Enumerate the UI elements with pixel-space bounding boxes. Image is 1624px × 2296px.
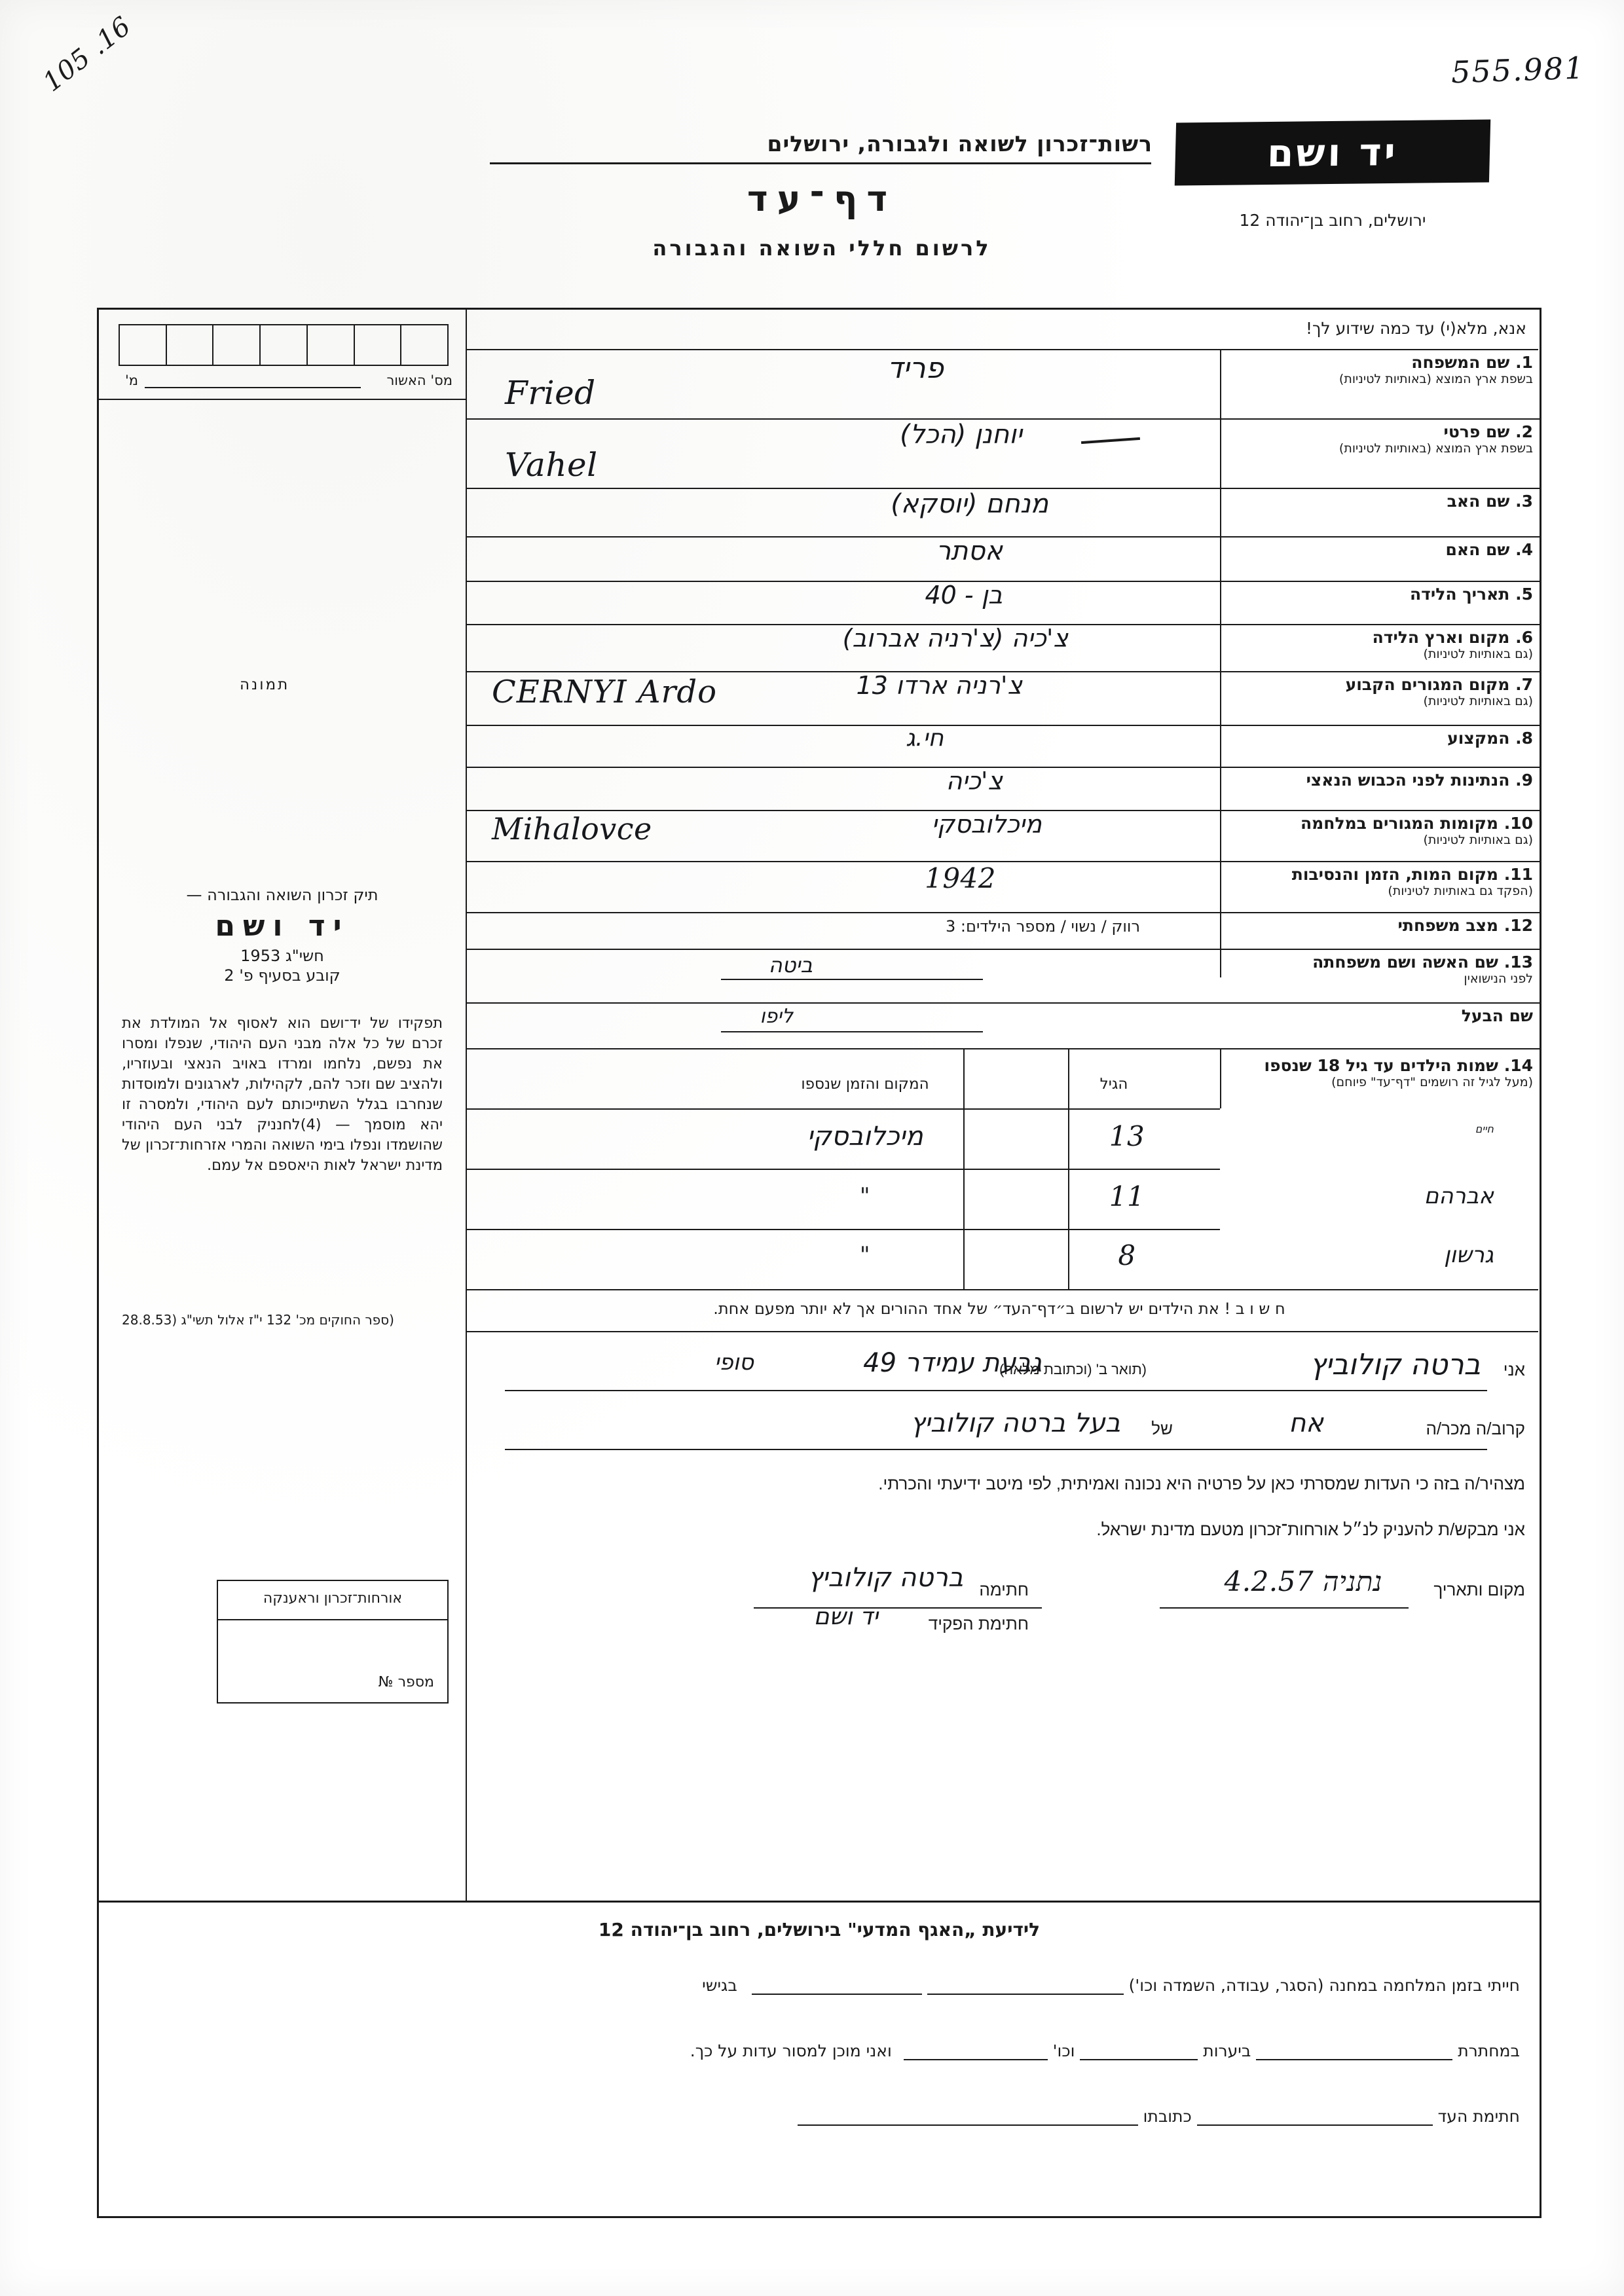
field-number-4: 4. [1515, 540, 1533, 559]
field-value-10[interactable] [479, 810, 1219, 861]
declaration-top-divider [466, 1331, 1538, 1332]
field-label-13 [1225, 953, 1533, 986]
field-value-12-text: רווק / נשוי / מספר הילדים: 3 [946, 917, 1140, 936]
witness-address-input[interactable] [798, 2105, 1138, 2126]
child-name-1: חיים [1475, 1123, 1494, 1135]
witness-signature-label: חתימת העד [1437, 2107, 1520, 2126]
margin-annotation: סופי [714, 1349, 754, 1376]
field-title-husband: שם הבעל [1461, 1006, 1533, 1025]
field-row-6 [466, 624, 1540, 672]
field-value-8[interactable] [479, 725, 1219, 767]
field-row-4 [466, 536, 1540, 582]
field-sub-7: (גם באותיות לטיניות) [1423, 694, 1533, 708]
declaration-line-1 [466, 1344, 1540, 1407]
war-camp-label: חייתי בזמן המלחמה במחנה (הסגר, עבודה, השמדה וכו') [1128, 1976, 1520, 1995]
relation-label: קרוב/ה מכר/ה [1426, 1419, 1525, 1438]
field-number-7: 7. [1515, 675, 1533, 694]
field-row-7 [466, 671, 1540, 726]
field-value-5-hebrew: בן - 40 [925, 581, 1003, 610]
children-label-divider [1220, 1048, 1221, 1108]
field-row-12 [466, 912, 1540, 950]
corner-annotation: 105 .16 [37, 10, 137, 98]
field-number-6: 6. [1515, 628, 1533, 647]
field-row-13 [466, 949, 1540, 1004]
forests-label: ביערות [1203, 2041, 1251, 2060]
declaration-i-label: אני [1503, 1360, 1525, 1379]
underground-row [690, 2039, 1520, 2060]
field-number-11: 11. [1504, 865, 1533, 884]
declaration-line-4 [466, 1513, 1540, 1565]
field-value-10-latin: Mihalovce [492, 811, 652, 847]
field-title-9: הנתינות לפני הכבוש הנאצי [1306, 771, 1510, 790]
forests-input[interactable] [1080, 2039, 1198, 2060]
war-camp-input-2[interactable] [752, 1974, 922, 1995]
field-value-10-hebrew: מיכלובסקי [931, 810, 1042, 839]
field-value-6[interactable] [479, 624, 1219, 671]
bottom-section-title: לידיעת „האגף המדעי" בירושלים, רחוב בן־יהודה 12 [598, 1919, 1041, 1941]
children-col-age-header: הגיל [1099, 1076, 1128, 1093]
file-number-label: מס' האשור [386, 373, 452, 388]
field-value-13[interactable] [479, 949, 1219, 1002]
field-number-5: 5. [1515, 585, 1533, 604]
declaration-rule-1 [505, 1390, 1487, 1391]
left-divider-1 [99, 399, 466, 400]
field-value-6-hebrew: צ'כיה (צ'רניה אברוב) [842, 624, 1068, 653]
field-label-2 [1225, 422, 1533, 456]
field-number-10: 10. [1504, 814, 1533, 833]
law-reference: (ספר החוקים מכ' 132 י"ז אלול תשי"ג (28.8.53 [122, 1312, 394, 1328]
declaration-line-2 [466, 1407, 1540, 1467]
child-name-2: אברהם [1424, 1183, 1494, 1209]
certificate-number-label: מספר № [378, 1674, 434, 1690]
field-value-8-hebrew: חי.ג [906, 725, 944, 752]
field-title-3: שם האב [1447, 492, 1510, 511]
children-table-top [466, 1048, 1538, 1049]
war-camp-input-1[interactable] [927, 1974, 1124, 1995]
place-date-label: מקום ותאריך [1433, 1580, 1525, 1599]
field-value-13-hebrew: ביטה [768, 953, 813, 977]
field-value-11[interactable] [479, 861, 1219, 912]
field-number-12: 12. [1504, 916, 1533, 935]
clerk-signature-value: יד ושם [813, 1603, 878, 1630]
relation-of-label: של [1151, 1419, 1173, 1438]
field-title-1: שם המשפחה [1411, 353, 1510, 372]
field-label-9 [1225, 771, 1533, 790]
underground-input-1[interactable] [1256, 2039, 1452, 2060]
field-title-10: מקומות המגורים במלחמה [1301, 814, 1498, 833]
willing-to-testify-label: ואני מוכן למסור עדות על כך. [690, 2041, 892, 2060]
field-label-8 [1225, 729, 1533, 748]
field-sub-10: (גם באותיות לטיניות) [1423, 833, 1533, 847]
etc-label: וכו' [1052, 2041, 1075, 2060]
field-value-7-latin: CERNYI Ardo [492, 674, 718, 710]
field-sub-2: בשפת ארץ המוצא (באותיות לטיניות) [1338, 441, 1533, 456]
witness-address-label: כתובתו [1143, 2107, 1192, 2126]
field-value-5[interactable] [479, 581, 1219, 624]
photo-placeholder-label: תמונה [240, 676, 290, 693]
children-col-place-header: המקום והזמן שנספו [801, 1076, 929, 1093]
field-row-1 [466, 349, 1540, 420]
organization-title: רשות־זכרון לשואה ולגבורה, ירושלים [767, 131, 1153, 156]
field-value-1-hebrew: פריד [887, 352, 944, 385]
file-number-box[interactable] [119, 324, 449, 366]
field-label-husband [1225, 1006, 1533, 1025]
field-row-10 [466, 810, 1540, 862]
certificate-title: אורחות־זכרון וראענקה [263, 1590, 403, 1607]
place-date-rule [1160, 1607, 1409, 1609]
children-row-divider-1 [466, 1169, 1220, 1170]
field-number-13: 13. [1504, 953, 1533, 972]
field-label-1 [1225, 353, 1533, 386]
left-column [99, 310, 466, 1901]
field-value-11-hebrew: 1942 [925, 862, 996, 894]
place-date-value: נתניה 4.2.57 [1224, 1565, 1382, 1597]
child-age-3: 8 [1118, 1239, 1136, 1271]
signature-value: ברטה קולוביץ [807, 1563, 963, 1593]
law-paragraph: תפקידו של יד־ושם הוא לאסוף אל המולדת את זכרם של כל אלה מבני העם היהודי, שנפלו ומסרו את נפשם, נלחמו ומרדו באויב הנאצי ובעוזריו, ולהציב שם וזכר להם, לקהילות, לארגונים ולמוסדות שנחרבו בגלל השתייכותם לעם היהודי, ולמסרה זו יהא מוסמך — (4)לחנניק לבני העם היהודי שהושמדו ונפלו בימי השואה והמרי אזרחות־זכרון של מדינת ישראל לאות היאספם אל עמם. [122, 1015, 443, 1174]
archive-number: 555.981 [1450, 50, 1585, 90]
field-value-9[interactable] [479, 767, 1219, 810]
declaration-rule-2 [505, 1449, 1487, 1450]
clerk-signature-label: חתימת הפקיד [928, 1614, 1029, 1633]
field-label-12 [1225, 916, 1533, 935]
field-title-6: מקום וארץ הלידה [1372, 628, 1510, 647]
underground-label: במחתרת [1458, 2041, 1520, 2060]
relation-of-name: בעל ברטה קולוביץ [910, 1408, 1120, 1438]
children-section-label [1225, 1056, 1533, 1089]
field-label-3 [1225, 492, 1533, 511]
signature-label: חתימה [979, 1580, 1029, 1599]
child-place-1: מיכלובסקי [807, 1121, 923, 1152]
field-label-7 [1225, 675, 1533, 708]
law-line-2: יד ושם [215, 909, 350, 943]
certificate-box [217, 1580, 449, 1704]
spouse-rule-1 [721, 979, 983, 980]
field-number-2: 2. [1515, 422, 1533, 441]
field-value-1-latin: Fried [505, 374, 596, 412]
field-value-husband[interactable] [479, 1002, 1219, 1048]
field-value-4-hebrew: אסתר [936, 536, 1003, 566]
field-title-7: מקום המגורים הקבוע [1345, 675, 1510, 694]
declaration-truth-text: מצהיר/ה בזה כי העדות שמסרתי כאן על פרטיה היא נכונה ואמיתית, לפי מיטב ידיעתי והכרתי. [878, 1474, 1525, 1493]
field-value-2-hebrew: יוחנן (הכל) [900, 420, 1022, 450]
declaration-addr-label: (תואר ב' (וכתובת מלאה) [999, 1361, 1147, 1377]
field-sub-11: (הפקד גם באותיות לטיניות) [1388, 884, 1533, 898]
yad-vashem-logo [1175, 119, 1490, 185]
strikethrough-mark [1081, 437, 1140, 444]
field-value-3[interactable] [479, 488, 1219, 536]
field-row-9 [466, 767, 1540, 811]
form-frame [97, 308, 1541, 1903]
field-value-7[interactable] [479, 671, 1219, 725]
bottom-section [97, 1902, 1541, 2218]
relation-value: אח [1289, 1408, 1323, 1438]
declarant-name: ברטה קולוביץ [1310, 1348, 1481, 1381]
field-label-11 [1225, 865, 1533, 898]
field-label-4 [1225, 540, 1533, 559]
field-sub-1: בשפת ארץ המוצא (באותיות לטיניות) [1338, 372, 1533, 386]
declaration-line-3 [466, 1467, 1540, 1513]
signature-line [466, 1565, 1540, 1644]
children-section-sub: (מעל לגיל זה רושמים "דף־עד" פיוחם) [1331, 1075, 1533, 1089]
law-line-3: חשי"ג 1953 [240, 947, 324, 965]
field-row-8 [466, 725, 1540, 768]
field-value-husband-hebrew: ליפו [760, 1005, 793, 1028]
field-value-4[interactable] [479, 536, 1219, 581]
field-sub-13: לפני הנישואין [1464, 972, 1533, 986]
field-value-7-hebrew: צ'רניה ארדו 13 [856, 671, 1022, 700]
field-value-3-hebrew: מנחם (יוסקא) [891, 489, 1048, 519]
children-row-divider-2 [466, 1229, 1220, 1230]
field-row-husband [466, 1002, 1540, 1049]
children-table-bottom [466, 1289, 1538, 1290]
witness-signature-row [798, 2105, 1520, 2126]
field-number-8: 8. [1515, 729, 1533, 748]
field-title-12: מצב משפחתי [1397, 916, 1498, 935]
spouse-rule-2 [721, 1031, 983, 1032]
declaration-block [466, 1344, 1540, 1644]
field-value-2-latin: Vahel [505, 446, 598, 484]
field-value-1[interactable] [479, 349, 1219, 418]
war-camp-row [702, 1974, 1520, 1995]
child-place-3: " [859, 1242, 871, 1268]
field-title-5: תאריך הלידה [1410, 585, 1510, 604]
field-title-8: המקצוע [1447, 729, 1510, 748]
field-label-5 [1225, 585, 1533, 604]
file-number-prefix: מ' [125, 373, 139, 388]
field-row-3 [466, 488, 1540, 538]
field-value-12[interactable] [479, 912, 1219, 949]
certificate-divider [218, 1619, 447, 1620]
yad-vashem-law-block [125, 886, 439, 985]
law-line-4: קובע בסעיף פ' 2 [224, 966, 341, 985]
field-title-11: מקום המות, הזמן והנסיבות [1291, 865, 1498, 884]
field-label-6 [1225, 628, 1533, 661]
field-row-11 [466, 861, 1540, 913]
form-instruction: אנא, מלא(י) עד כמה שידוע לך! [1305, 319, 1526, 338]
children-section-number: 14. [1504, 1056, 1533, 1075]
field-value-9-hebrew: צ'כיה [946, 767, 1003, 795]
field-value-2[interactable] [479, 418, 1219, 488]
field-title-13: שם האשה ושם משפחתה [1312, 953, 1498, 972]
title-divider [490, 162, 1151, 164]
etc-input[interactable] [904, 2039, 1048, 2060]
page-title: דף־עד [747, 178, 897, 219]
field-row-2 [466, 418, 1540, 489]
field-number-9: 9. [1515, 771, 1533, 790]
children-note: ח ש ו ב ! את הילדים יש לרשום ב״דף־העד״ של אחד ההורים אך לא יותר מפעם אחת. [713, 1300, 1285, 1318]
children-section-title: שמות הילדים עד גיל 18 שנספו [1264, 1056, 1498, 1075]
child-age-2: 11 [1109, 1180, 1145, 1212]
field-row-5 [466, 581, 1540, 625]
logo-text: יד ושם [1266, 129, 1399, 176]
declarant-address: גבעת עמידר 49 [863, 1348, 1042, 1378]
logo-address: ירושלים, רחוב בן־יהודה 12 [1239, 211, 1426, 230]
witness-signature-input[interactable] [1197, 2105, 1433, 2126]
signature-rule [754, 1607, 1042, 1609]
field-sub-6: (גם באותיות לטיניות) [1423, 647, 1533, 661]
war-camp-end-label: בגישי [702, 1976, 737, 1995]
page-subtitle: לרשום חללי השואה והגבורה [652, 236, 991, 261]
children-head-divider [466, 1108, 1220, 1110]
child-place-2: " [859, 1183, 871, 1209]
field-title-2: שם פרטי [1443, 422, 1510, 441]
declaration-request-text: אני מבקש/ת להעניק לנ״ל אורחות־זכרון מטעם מדינת ישראל. [1096, 1520, 1525, 1539]
file-number-rule [145, 387, 361, 388]
field-number-1: 1. [1515, 353, 1533, 372]
child-age-1: 13 [1109, 1120, 1145, 1152]
field-number-3: 3. [1515, 492, 1533, 511]
law-line-1: תיק זכרון השואה והגבורה — [186, 886, 378, 904]
field-title-4: שם האם [1445, 540, 1510, 559]
child-name-3: גרשון [1444, 1242, 1494, 1268]
field-label-10 [1225, 814, 1533, 847]
